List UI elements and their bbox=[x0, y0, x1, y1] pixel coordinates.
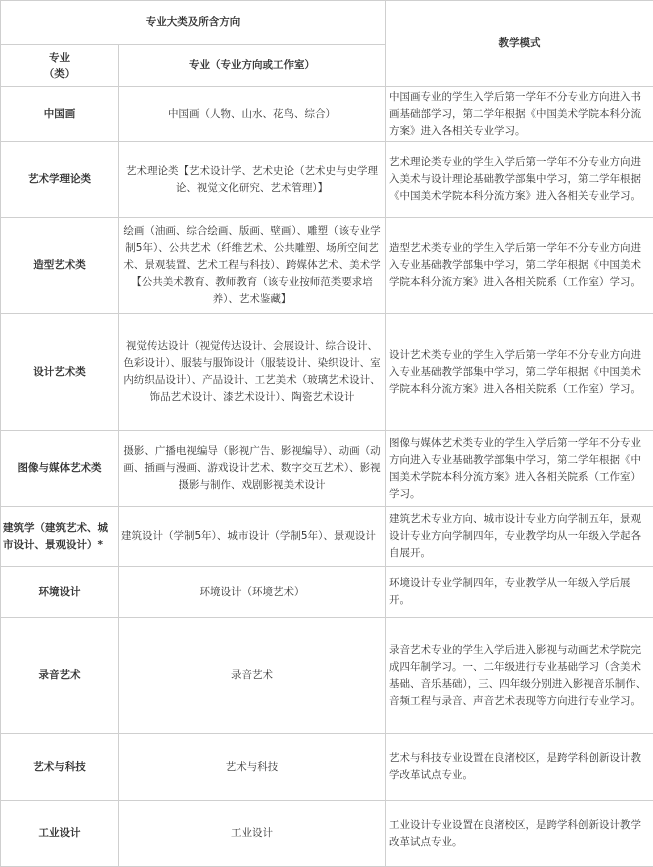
category-cell: 造型艺术类 bbox=[1, 218, 119, 314]
table-row bbox=[1, 618, 653, 734]
mode-cell: 艺术与科技专业设置在良渚校区，是跨学科创新设计教学改革试点专业。 bbox=[386, 734, 653, 801]
direction-cell: 视觉传达设计（视觉传达设计、会展设计、综合设计、色彩设计）、服装与服饰设计（服装设计、染织设计、室内纺织品设计）、产品设计、工艺美术（玻璃艺术设计、饰品艺术设计、漆艺术设计）、陶瓷艺术设计 bbox=[119, 314, 386, 431]
mode-cell: 录音艺术专业的学生入学后进入影视与动画艺术学院完成四年制学习。一、二年级进行专业基础学习（含美术基础、音乐基础），三、四年级分别进入影视音乐制作、音频工程与录音、声音艺术表现等方向进行专业学习。 bbox=[386, 618, 653, 734]
mode-cell: 环境设计专业学制四年，专业教学从一年级入学后展开。 bbox=[386, 567, 653, 618]
direction-cell: 艺术理论类【艺术设计学、艺术史论（艺术史与史学理论、视觉文化研究、艺术管理）】 bbox=[119, 142, 386, 218]
mode-cell: 设计艺术类专业的学生入学后第一学年不分专业方向进入专业基础教学部集中学习，第二学年根据《中国美术学院本科分流方案》进入各相关院系（工作室）学习。 bbox=[386, 314, 653, 431]
table-row bbox=[1, 431, 653, 507]
category-cell: 设计艺术类 bbox=[1, 314, 119, 431]
category-cell: 录音艺术 bbox=[1, 618, 119, 734]
direction-cell: 摄影、广播电视编导（影视广告、影视编导）、动画（动画、插画与漫画、游戏设计艺术、数字交互艺术）、影视摄影与制作、戏剧影视美术设计 bbox=[119, 431, 386, 507]
mode-cell: 建筑艺术专业方向、城市设计专业方向学制五年，景观设计专业方向学制四年，专业教学均从一年级入学起各自展开。 bbox=[386, 507, 653, 567]
direction-cell: 工业设计 bbox=[119, 801, 386, 867]
mode-cell: 艺术理论类专业的学生入学后第一学年不分专业方向进入美术与设计理论基础教学部集中学习，第二学年根据《中国美术学院本科分流方案》进入各相关专业学习。 bbox=[386, 142, 653, 218]
table-row bbox=[1, 142, 653, 218]
category-cell: 工业设计 bbox=[1, 801, 119, 867]
mode-cell: 工业设计专业设置在良渚校区，是跨学科创新设计教学改革试点专业。 bbox=[386, 801, 653, 867]
table-row bbox=[1, 218, 653, 314]
mode-cell: 造型艺术类专业的学生入学后第一学年不分专业方向进入专业基础教学部集中学习，第二学年根据《中国美术学院本科分流方案》进入各相关院系（工作室）学习。 bbox=[386, 218, 653, 314]
direction-header: 专业（专业方向或工作室） bbox=[119, 45, 386, 87]
category-cell: 环境设计 bbox=[1, 567, 119, 618]
direction-cell: 中国画（人物、山水、花鸟、综合） bbox=[119, 87, 386, 142]
group-header: 专业大类及所含方向 bbox=[1, 1, 386, 45]
mode-cell: 中国画专业的学生入学后第一学年不分专业方向进入书画基础部学习，第二学年根据《中国美术学院本科分流方案》进入各相关专业学习。 bbox=[386, 87, 653, 142]
direction-cell: 录音艺术 bbox=[119, 618, 386, 734]
category-cell: 建筑学（建筑艺术、城市设计、景观设计）* bbox=[1, 507, 119, 567]
table-row bbox=[1, 87, 653, 142]
category-cell: 艺术与科技 bbox=[1, 734, 119, 801]
table-row bbox=[1, 734, 653, 801]
table-row bbox=[1, 507, 653, 567]
direction-cell: 艺术与科技 bbox=[119, 734, 386, 801]
category-cell: 图像与媒体艺术类 bbox=[1, 431, 119, 507]
category-cell: 艺术学理论类 bbox=[1, 142, 119, 218]
table-row bbox=[1, 801, 653, 867]
category-cell: 中国画 bbox=[1, 87, 119, 142]
direction-cell: 绘画（油画、综合绘画、版画、壁画）、雕塑（该专业学制5年）、公共艺术（纤维艺术、公共雕塑、场所空间艺术、景观装置、艺术工程与科技）、跨媒体艺术、美术学【公共美术教育、教师教育（该专业按师范类要求培养）、艺术鉴藏】 bbox=[119, 218, 386, 314]
table-row bbox=[1, 314, 653, 431]
direction-cell: 环境设计（环境艺术） bbox=[119, 567, 386, 618]
major-header: 专业 （类） bbox=[1, 45, 119, 87]
mode-cell: 图像与媒体艺术类专业的学生入学后第一学年不分专业方向进入专业基础教学部集中学习，第二学年根据《中国美术学院本科分流方案》进入各相关院系（工作室）学习。 bbox=[386, 431, 653, 507]
direction-cell: 建筑设计（学制5年）、城市设计（学制5年）、景观设计 bbox=[119, 507, 386, 567]
table-row bbox=[1, 567, 653, 618]
mode-header: 教学模式 bbox=[386, 1, 653, 87]
